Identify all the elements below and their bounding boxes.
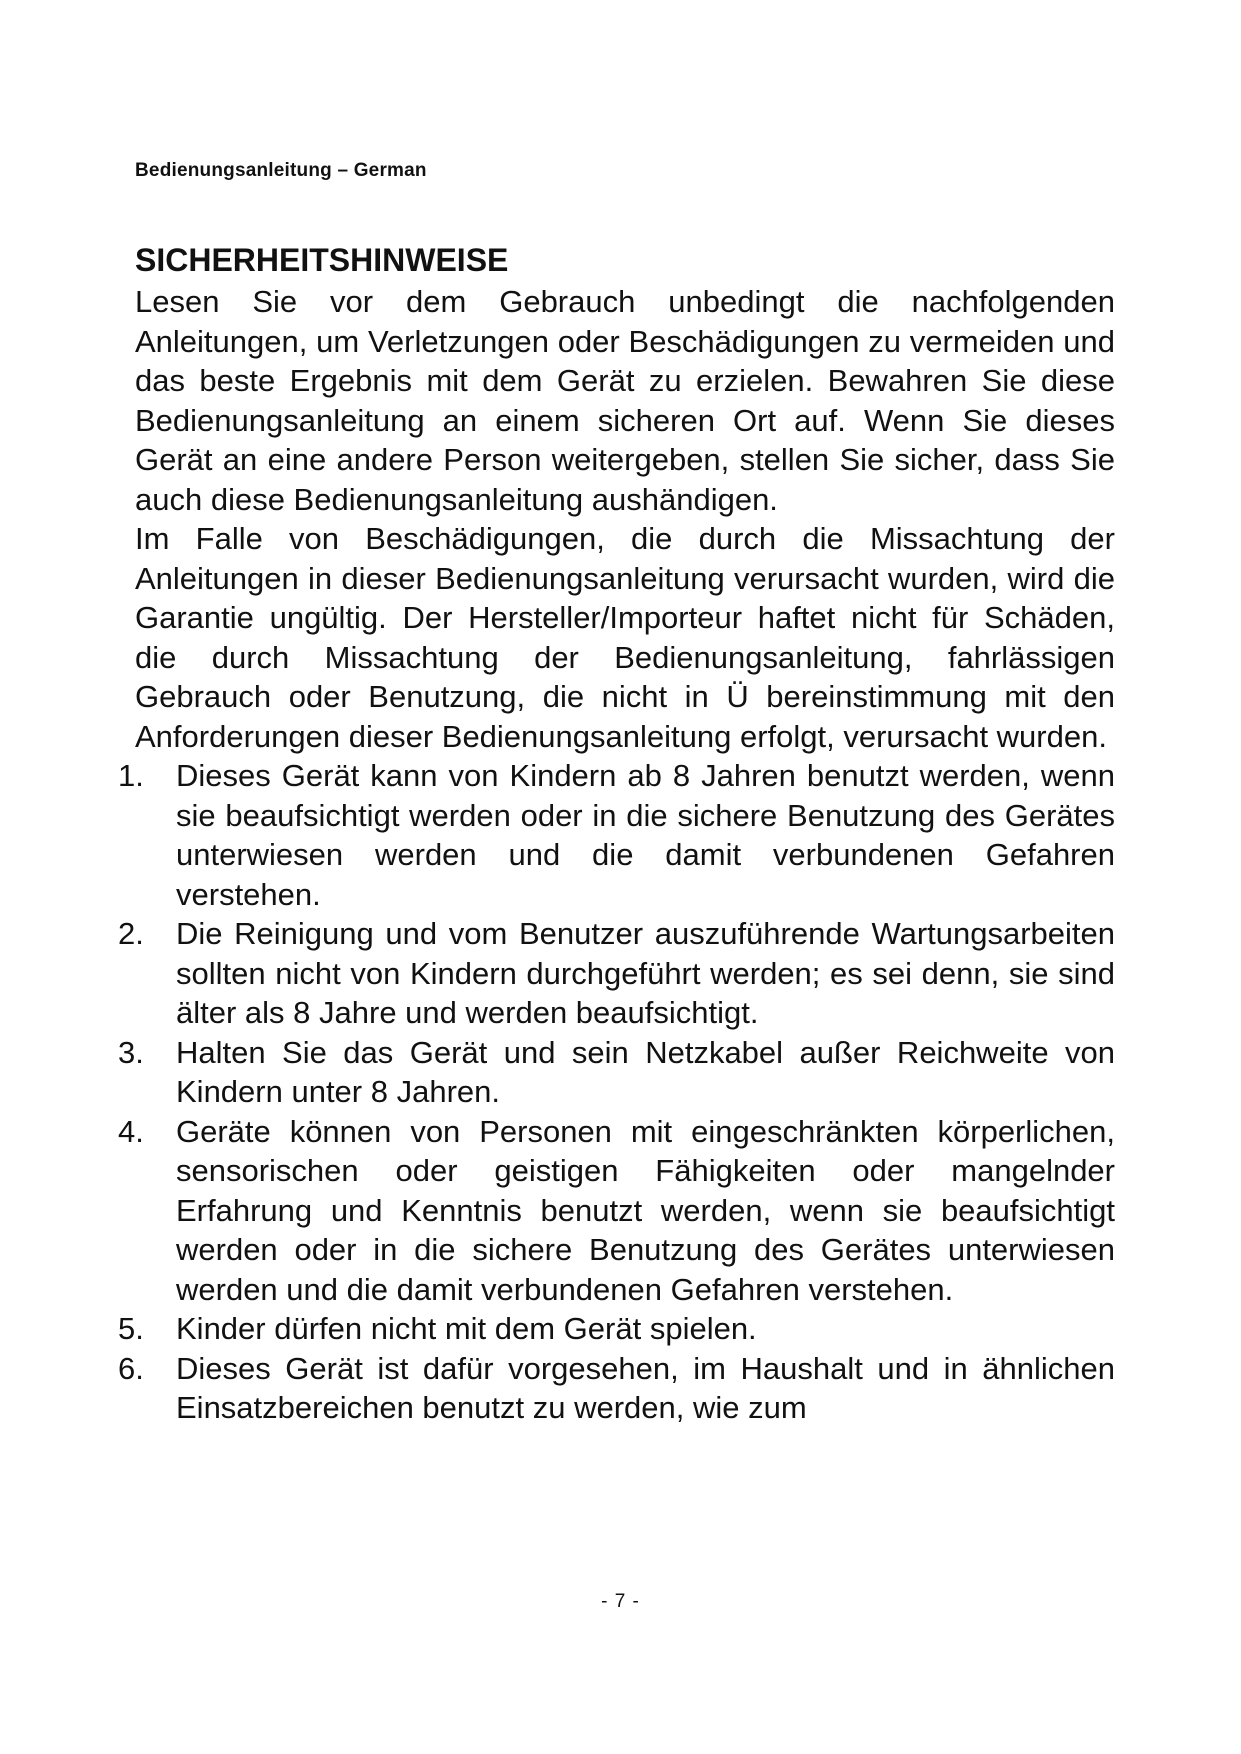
list-item-text: Dieses Gerät ist dafür vorgesehen, im Haushalt und in ähnlichen Einsatzbereichen benutzt zu werden, wie zum — [176, 1350, 1115, 1425]
list-item — [118, 1309, 1115, 1349]
list-item-text: Geräte können von Personen mit eingeschränkten körperlichen, sensorischen oder geistigen Fähigkeiten oder mangelnder Erfahrung und Kenntnis benutzt werden, wenn sie beaufsichtigt werden oder in die sichere Benutzung des Gerätes unterwiesen werden und die damit verbundenen Gefahren verstehen. — [176, 1113, 1115, 1307]
list-item — [118, 1349, 1115, 1428]
list-item — [118, 914, 1115, 1033]
safety-section — [118, 240, 1115, 1428]
list-item-number: 5. — [118, 1311, 144, 1346]
list-item — [118, 1033, 1115, 1112]
list-item — [118, 1112, 1115, 1310]
safety-list — [118, 756, 1115, 1428]
list-item-number: 2. — [118, 916, 144, 951]
section-title: SICHERHEITSHINWEISE — [135, 242, 509, 278]
list-item-number: 6. — [118, 1350, 144, 1386]
page-number: - 7 - — [601, 1591, 640, 1612]
list-item-number: 3. — [118, 1034, 144, 1070]
warranty-paragraph: Im Falle von Beschädigungen, die durch die Missachtung der Anleitungen in dieser Bedienungsanleitung verursacht wurden, wird die Garantie ungültig. Der Hersteller/Importeur haftet nicht für Schäden, die durch Missachtung der Bedienungsanleitung, fahrlässigen Gebrauch oder Benutzung, die nicht in Ü bereinstimmung mit den Anforderungen dieser Bedienungsanleitung erfolgt, verursacht wurden. — [135, 521, 1115, 754]
list-item-number: 4. — [118, 1113, 144, 1149]
list-item-number: 1. — [118, 758, 144, 793]
list-item-text: Die Reinigung und vom Benutzer auszuführende Wartungsarbeiten sollten nicht von Kindern durchgeführt werden; es sei denn, sie sind älter als 8 Jahre und werden beaufsichtigt. — [176, 916, 1115, 1030]
intro-paragraph: Lesen Sie vor dem Gebrauch unbedingt die nachfolgenden Anleitungen, um Verletzungen oder Beschädigungen zu vermeiden und das beste Ergebnis mit dem Gerät zu erzielen. Bewahren Sie diese Bedienungsanleitung an einem sicheren Ort auf. Wenn Sie dieses Gerät an eine andere Person weitergeben, stellen Sie sicher, dass Sie auch diese Bedienungsanleitung aushändigen. — [135, 284, 1115, 517]
list-item-text: Kinder dürfen nicht mit dem Gerät spielen. — [176, 1311, 757, 1346]
list-item-text: Dieses Gerät kann von Kindern ab 8 Jahren benutzt werden, wenn sie beaufsichtigt werden oder in die sichere Benutzung des Gerätes unterwiesen werden und die damit verbundenen Gefahren verstehen. — [176, 758, 1115, 912]
list-item-text: Halten Sie das Gerät und sein Netzkabel außer Reichweite von Kindern unter 8 Jahren. — [176, 1034, 1115, 1109]
list-item — [118, 756, 1115, 914]
document-header: Bedienungsanleitung – German — [135, 160, 427, 181]
